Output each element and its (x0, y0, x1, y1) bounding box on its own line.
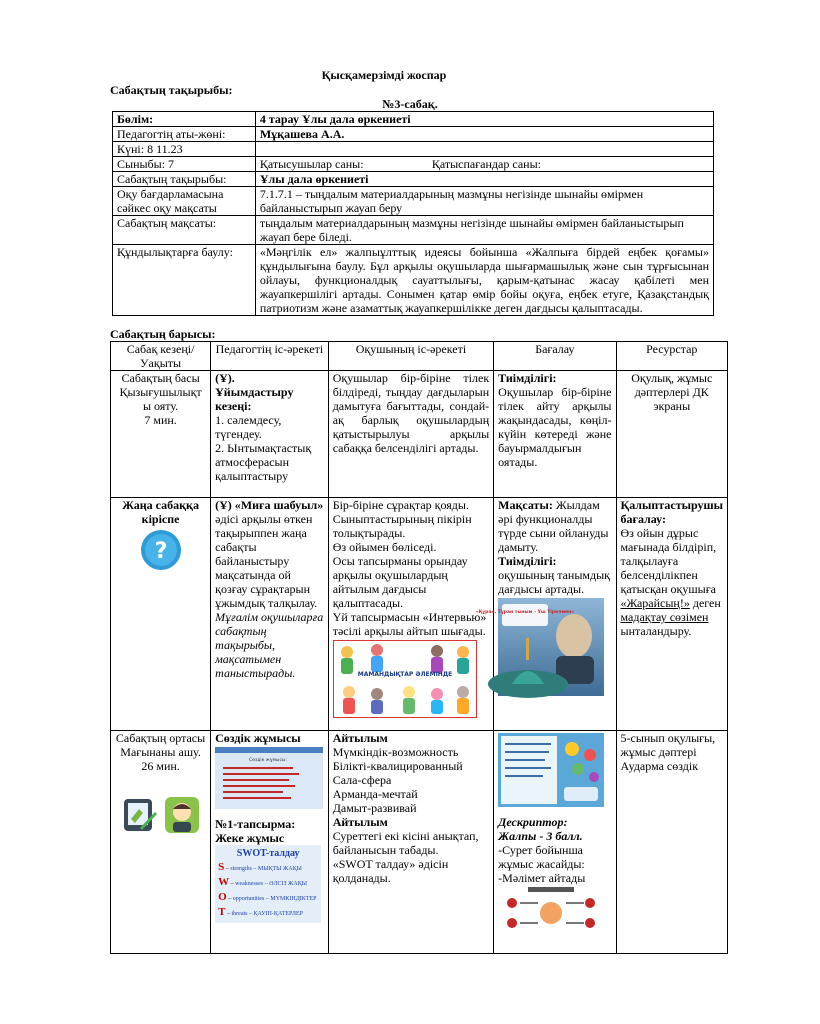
teacher-text: әдісі арқылы өткен тақырыппен жаңа сабақты байланыстыру мақсатында ой қозғау сұрақтарын ұжымдық талқылау. (215, 512, 318, 610)
poet-poster-image (475, 598, 604, 696)
teacher-note: Мұғалім оқушыларға сабақтың тақырыбы, мақсатымен таныстырады. (215, 610, 324, 680)
student-avatar-icon (163, 795, 201, 835)
swot-item: S – strengths – МЫҚТЫ ЖАҚЫ (218, 861, 302, 873)
col-header-stage: Сабақ кезеңі/Уақыты (111, 342, 211, 371)
info-row-teacher (113, 127, 714, 142)
stage-text: Сабақтың ортасы (115, 731, 206, 745)
descriptor-text: -Сурет бойынша жұмыс жасайды: -Мәлімет айтады (498, 843, 586, 885)
svg-text:?: ? (154, 539, 167, 564)
professions-caption: МАМАНДЫҚТАР ӘЛЕМІНДЕ (357, 671, 452, 678)
assessment-heading: Мақсаты: (498, 498, 553, 512)
poster-caption: «Құран, Тұран тыным – Ұш Тірелмен» (475, 610, 575, 615)
col-header-resources: Ресурстар (616, 342, 728, 371)
present-count-label: Қатысушылар саны: (259, 157, 364, 171)
info-value: 7.1.7.1 – тыңдалым материалдарының мазмұны негізінде шынайы өмірмен байланыстырып жауап беру (255, 187, 713, 216)
stage-cell (111, 371, 211, 498)
teacher-heading: (Ұ) «Миға шабуыл» (215, 498, 324, 512)
info-label: Оқу бағдарламасына сәйкес оқу мақсаты (113, 187, 256, 216)
student-cell (328, 498, 493, 731)
info-value (255, 142, 713, 157)
assessment-text: оқушының танымдық дағдысы артады. (498, 568, 610, 596)
col-header-teacher: Педагогтің іс-әрекеті (211, 342, 329, 371)
descriptor-score: Жалпы - 3 балл. (498, 829, 583, 843)
tablet-pen-icon (121, 795, 159, 835)
student-heading: Айтылым (332, 815, 388, 829)
teacher-heading: (Ұ). (215, 371, 235, 385)
praise-word: «Жарайсың!» (620, 596, 690, 610)
resources-text: ынталандыру. (620, 624, 692, 638)
resources-text: деген (689, 596, 721, 610)
student-text: Суреттегі екі кісіні анықтап, байланысын табады. «SWOT талдау» әдісін қолданады. (332, 829, 479, 885)
info-value: 4 тарау Ұлы дала өркениеті (255, 112, 713, 127)
stage-cell (111, 731, 211, 954)
resources-cell (616, 498, 728, 731)
info-label: Педагогтің аты-жөні: (113, 127, 256, 142)
question-icon (139, 528, 183, 572)
teacher-heading: Ұйымдастыру кезеңі: (215, 385, 294, 413)
swot-item: O – opportunities – МҮМКІНДІКТЕР (218, 891, 317, 903)
student-cell (328, 731, 493, 954)
assessment-heading: Тиімділігі: (498, 371, 557, 385)
stage-text: Жаңа сабаққа кіріспе (122, 498, 199, 526)
info-value: Ұлы дала өркениеті (255, 172, 713, 187)
student-text: Бір-біріне сұрақтар қояды. Сыныптастырының пікірін толықтырады. Өз ойымен бөліседі. Осы тапсырманы орындау арқылы оқушылардың айтылым дағдысы қалыптасады. Үй тапсырмасын «Интервью» тәсілі арқылы айтып шығады. (332, 498, 487, 638)
stage-text: Сабақтың басы (121, 371, 200, 385)
vocab-word: Армандa-мечтай (332, 787, 418, 801)
info-label: Күні: 8 11.23 (113, 142, 256, 157)
resources-text: Өз ойын дұрыс мағынада білдіріп, талқылауға белсенділікпен қатысқан оқушыға (620, 526, 717, 596)
teacher-cell (211, 731, 329, 954)
table-header-row (111, 342, 728, 371)
assessment-text: Жылдам әрі функционалды түрде сыни ойлануды дамыту. (498, 498, 609, 554)
info-value: тыңдалым материалдарының мазмұны негізінде шынайы өмірмен байланыстырып жауап бере біледі. (255, 216, 713, 245)
vocab-word: Білікті-квалицированный (332, 759, 463, 773)
info-row-objective (113, 187, 714, 216)
praise-phrase: мадақтау сөзімен (620, 610, 709, 624)
info-label: Сыныбы: 7 (113, 157, 256, 172)
info-row-section (113, 112, 714, 127)
absent-count-label: Қатыспағандар саны: (431, 157, 541, 171)
resources-heading: Қалыптастырушы бағалау: (620, 498, 723, 526)
stage-time: 26 мин. (141, 759, 180, 773)
stage-text: Қызығушылықт (119, 385, 202, 399)
info-value: «Мәңгілік ел» жалпыұлттық идеясы бойынша «Жалпыға бірдей еңбек қоғамы» құндылығына баулу. Бұл арқылы оқушыларда шығармашылық және сын тұрғысынан ойлауы, функционалдық сауаттылығы, қарым-қатынас жасау қабілеті мен жауапкершілігі артады. Сонымен қатар өмір бойы оқуға, еңбек етуге, Қазақстандық патриотизм және азаматтық жауапкершілікке деген дағдысы қалыптасады. (255, 245, 713, 316)
stage-time: 7 мин. (144, 413, 177, 427)
vocab-word: Сала-сфера (332, 773, 392, 787)
assessment-heading: Тиімділігі: (498, 554, 557, 568)
col-header-student: Оқушының іс-әрекеті (328, 342, 493, 371)
info-label: Сабақтың тақырыбы: (113, 172, 256, 187)
swot-item: T – threats – ҚАУІП-ҚАТЕРЛЕР (218, 906, 303, 918)
vocabulary-card-title: Сөздік жұмысы: (249, 758, 288, 763)
lesson-number: №3-сабақ. (382, 97, 438, 111)
assessment-cell (494, 371, 616, 498)
teacher-cell (211, 498, 329, 731)
vocabulary-card-image (215, 747, 323, 809)
teacher-heading: Сөздік жұмысы (215, 731, 301, 745)
professions-illustration (333, 640, 477, 718)
info-label: Бөлім: (113, 112, 256, 127)
teacher-text: 1. сәлемдесу, түгендеу. 2. Ынтымақтастық атмосферасын қалыптастыру (215, 413, 312, 483)
info-row-goal (113, 216, 714, 245)
info-value (255, 157, 713, 172)
table-row (111, 731, 728, 954)
stage-cell (111, 498, 211, 731)
table-row (111, 498, 728, 731)
lesson-slide-image (498, 733, 604, 807)
vocab-word: Мүмкіндік-возможность (332, 745, 459, 759)
info-row-topic (113, 172, 714, 187)
stage-text: Мағынаны ашу. (120, 745, 201, 759)
vocab-word: Дамыт-развивай (332, 801, 417, 815)
info-row-values (113, 245, 714, 316)
descriptor-heading: Дескриптор: (498, 815, 568, 829)
info-row-grade (113, 157, 714, 172)
topic-label: Сабақтың тақырыбы: (110, 83, 233, 97)
assessment-cell (475, 498, 616, 731)
student-heading: Айтылым (332, 731, 388, 745)
resources-cell: Оқулық, жұмыс дәптерлері ДК экраны (616, 371, 728, 498)
assessment-text: Оқушылар бір-біріне тілек айту арқылы жақындасады, көңіл-күйін көтереді және бауырмалдығын оятады. (498, 385, 612, 469)
info-table (112, 111, 714, 316)
doc-title: Қысқамерзімді жоспар (321, 68, 447, 82)
resources-cell: 5-сынып оқулығы, жұмыс дәптері Аударма сөздік (616, 731, 728, 954)
stage-text: ы ояту. (142, 399, 179, 413)
info-row-date (113, 142, 714, 157)
lesson-table (110, 341, 728, 954)
task-type: Жеке жұмыс (215, 831, 285, 845)
student-cell: Оқушылар бір-біріне тілек білдіреді, тыңдау дағдыларын дамытуға бағыттады, сондай-ақ барлық оқушылардың қатыстырылуы арқылы сабаққа белсенділігі артады. (328, 371, 493, 498)
table-row (111, 371, 728, 498)
swot-title: SWOT-талдау (236, 848, 300, 859)
info-value: Мұқашева А.А. (255, 127, 713, 142)
swot-item: W – weaknesses – ӘЛСІЗ ЖАҚЫ (218, 876, 307, 888)
info-label: Құндылықтарға баулу: (113, 245, 256, 316)
mindmap-image (498, 887, 604, 937)
progress-title: Сабақтың барысы: (110, 327, 216, 341)
col-header-assessment: Бағалау (494, 342, 616, 371)
assessment-cell (494, 731, 616, 954)
swot-card (215, 845, 321, 923)
info-label: Сабақтың мақсаты: (113, 216, 256, 245)
task-heading: №1-тапсырма: (215, 817, 296, 831)
teacher-cell (211, 371, 329, 498)
